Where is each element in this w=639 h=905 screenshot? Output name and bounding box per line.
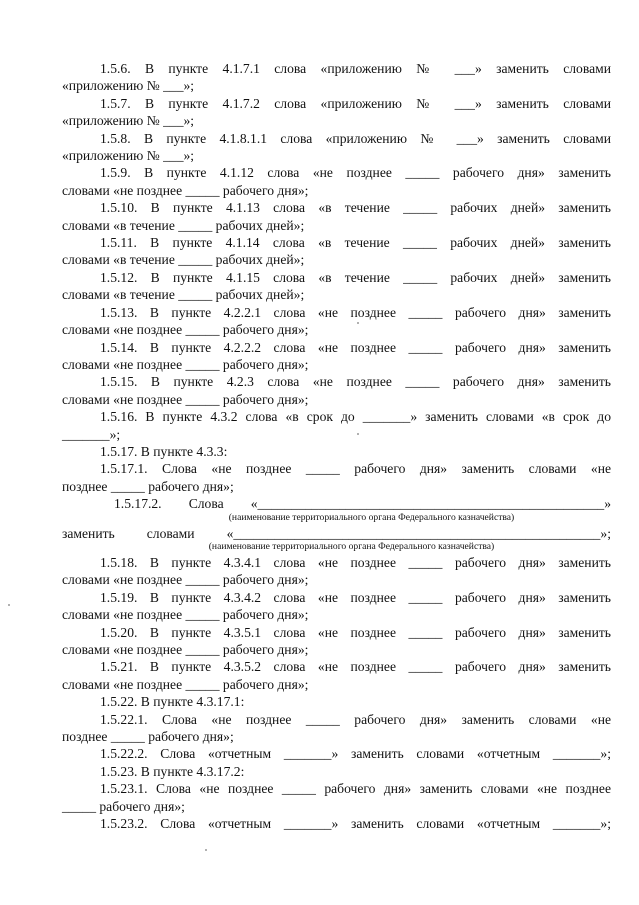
- paragraph-1-5-23: 1.5.23. В пункте 4.3.17.2:: [100, 763, 245, 779]
- caption-territorial-body-2: (наименование территориального органа Федерального казначейства): [208, 540, 495, 552]
- paragraph-1-5-12: 1.5.12. В пункте 4.1.15 слова «в течение _____ рабочих дней» заменить: [100, 269, 611, 285]
- paragraph-1-5-9: 1.5.9. В пункте 4.1.12 слова «не позднее _____ рабочего дня» заменить: [100, 165, 611, 181]
- paragraph-1-5-20: 1.5.20. В пункте 4.3.5.1 слова «не позднее _____ рабочего дня» заменить: [100, 624, 611, 640]
- paragraph-1-5-18: 1.5.18. В пункте 4.3.4.1 слова «не позднее _____ рабочего дня» заменить: [100, 554, 611, 570]
- caption-territorial-body-1: (наименование территориального органа Федерального казначейства): [228, 511, 515, 523]
- paragraph-1-5-15-cont: словами «не позднее _____ рабочего дня»;: [62, 391, 309, 407]
- paragraph-1-5-19-cont: словами «не позднее _____ рабочего дня»;: [62, 607, 309, 623]
- paragraph-1-5-22: 1.5.22. В пункте 4.3.17.1:: [100, 694, 245, 710]
- paragraph-1-5-21-cont: словами «не позднее _____ рабочего дня»;: [62, 676, 309, 692]
- paragraph-1-5-16: 1.5.16. В пункте 4.3.2 слова «в срок до _______» заменить словами «в срок до: [100, 409, 611, 425]
- paragraph-1-5-12-cont: словами «в течение _____ рабочих дней»;: [62, 287, 305, 303]
- paragraph-1-5-23-1-cont: _____ рабочего дня»;: [62, 798, 185, 814]
- paragraph-1-5-17-1-cont: позднее _____ рабочего дня»;: [62, 478, 234, 494]
- paragraph-1-5-17-2: 1.5.17.2. Слова «___________________________________________________»: [114, 496, 611, 512]
- paragraph-1-5-13: 1.5.13. В пункте 4.2.2.1 слова «не позднее _____ рабочего дня» заменить: [100, 304, 611, 320]
- paragraph-1-5-17: 1.5.17. В пункте 4.3.3:: [100, 443, 228, 459]
- paragraph-1-5-9-cont: словами «не позднее _____ рабочего дня»;: [62, 182, 309, 198]
- scan-speck: [8, 604, 10, 606]
- paragraph-1-5-15: 1.5.15. В пункте 4.2.3 слова «не позднее _____ рабочего дня» заменить: [100, 374, 611, 390]
- document-body: [62, 60, 611, 832]
- paragraph-1-5-6-cont: «приложению № ___»;: [62, 78, 195, 94]
- paragraph-1-5-22-1: 1.5.22.1. Слова «не позднее _____ рабочего дня» заменить словами «не: [100, 711, 611, 727]
- paragraph-1-5-13-cont: словами «не позднее _____ рабочего дня»;: [62, 322, 309, 338]
- paragraph-1-5-8: 1.5.8. В пункте 4.1.8.1.1 слова «приложению № ___» заменить словами: [100, 130, 611, 146]
- paragraph-1-5-14-cont: словами «не позднее _____ рабочего дня»;: [62, 356, 309, 372]
- scan-speck: [357, 433, 359, 435]
- paragraph-1-5-14: 1.5.14. В пункте 4.2.2.2 слова «не позднее _____ рабочего дня» заменить: [100, 339, 611, 355]
- paragraph-1-5-11: 1.5.11. В пункте 4.1.14 слова «в течение _____ рабочих дней» заменить: [100, 235, 611, 251]
- paragraph-1-5-6: 1.5.6. В пункте 4.1.7.1 слова «приложению № ___» заменить словами: [100, 61, 611, 76]
- paragraph-1-5-11-cont: словами «в течение _____ рабочих дней»;: [62, 252, 305, 268]
- paragraph-1-5-23-2: 1.5.23.2. Слова «отчетным _______» заменить словами «отчетным _______»;: [100, 816, 611, 832]
- paragraph-1-5-23-1: 1.5.23.1. Слова «не позднее _____ рабочего дня» заменить словами «не позднее: [100, 781, 611, 797]
- paragraph-1-5-19: 1.5.19. В пункте 4.3.4.2 слова «не позднее _____ рабочего дня» заменить: [100, 589, 611, 605]
- paragraph-1-5-10: 1.5.10. В пункте 4.1.13 слова «в течение _____ рабочих дней» заменить: [100, 200, 611, 216]
- paragraph-1-5-22-1-cont: позднее _____ рабочего дня»;: [62, 729, 234, 745]
- scan-speck: [205, 849, 207, 851]
- paragraph-1-5-20-cont: словами «не позднее _____ рабочего дня»;: [62, 642, 309, 657]
- scan-speck: [357, 322, 359, 324]
- paragraph-1-5-21: 1.5.21. В пункте 4.3.5.2 слова «не позднее _____ рабочего дня» заменить: [100, 659, 611, 675]
- paragraph-1-5-17-1: 1.5.17.1. Слова «не позднее _____ рабочего дня» заменить словами «не: [100, 461, 611, 477]
- paragraph-1-5-18-cont: словами «не позднее _____ рабочего дня»;: [62, 572, 309, 588]
- paragraph-1-5-22-2: 1.5.22.2. Слова «отчетным _______» заменить словами «отчетным _______»;: [100, 746, 611, 762]
- paragraph-1-5-10-cont: словами «в течение _____ рабочих дней»;: [62, 217, 305, 233]
- paragraph-1-5-8-cont: «приложению № ___»;: [62, 148, 195, 164]
- paragraph-1-5-16-cont: _______»;: [62, 426, 121, 442]
- paragraph-replace-with: заменить словами «______________________________________________________»;: [62, 525, 611, 541]
- paragraph-1-5-7-cont: «приложению № ___»;: [62, 113, 195, 129]
- paragraph-1-5-7: 1.5.7. В пункте 4.1.7.2 слова «приложению № ___» заменить словами: [100, 95, 611, 111]
